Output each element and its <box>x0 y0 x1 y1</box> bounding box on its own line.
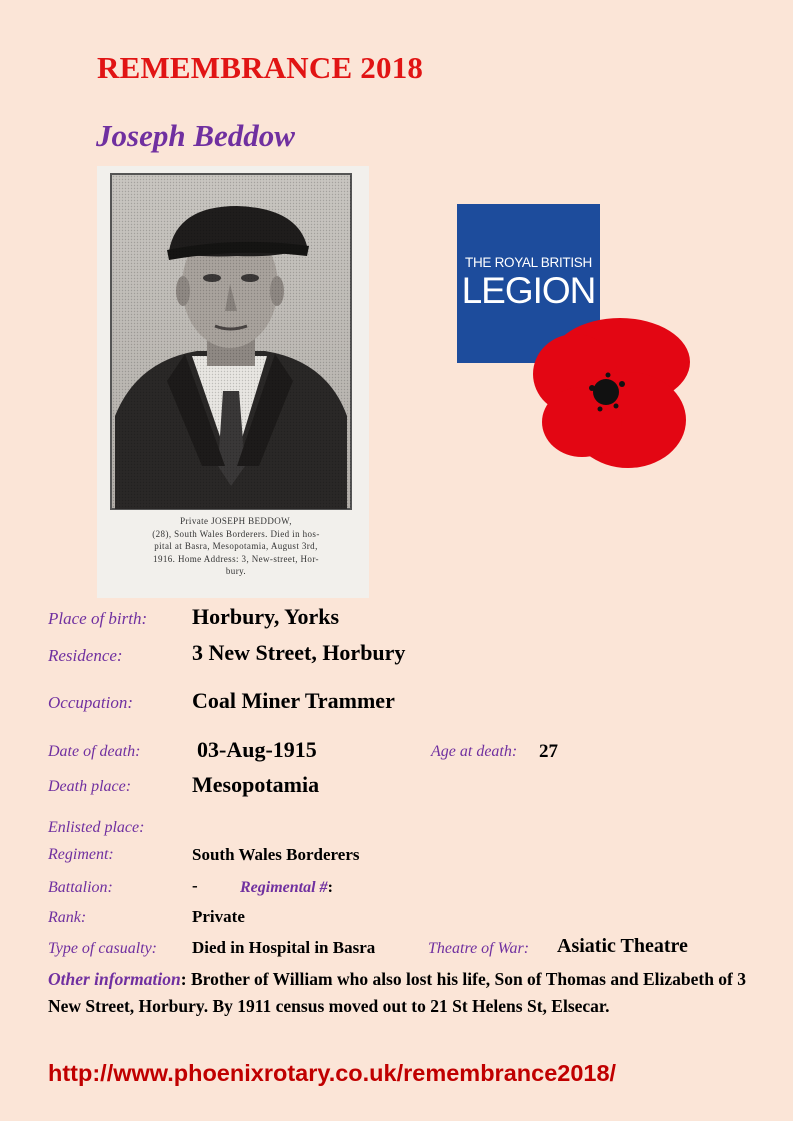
caption-line: 1916. Home Address: 3, New-street, Hor- <box>153 553 319 564</box>
caption-line: (28), South Wales Borderers. Died in hos- <box>152 528 320 539</box>
death-place-label: Death place: <box>48 778 132 795</box>
other-information <box>48 966 748 1020</box>
regimental-number-label: Regimental # <box>240 879 328 896</box>
caption-line: Private JOSEPH BEDDOW, <box>180 516 292 526</box>
theatre-of-war-label: Theatre of War: <box>428 940 530 957</box>
other-information-value: : Brother of William who also lost his life, Son of Thomas and Elizabeth of 3 New Street, Horbury. By 1911 census moved out to 21 St Helens St, Elsecar. <box>48 969 747 1016</box>
caption-line: bury. <box>225 566 247 576</box>
logo-line2: LEGION <box>461 270 596 311</box>
residence-label: Residence: <box>48 646 123 665</box>
regimental-number <box>240 879 333 897</box>
rank-value: Private <box>192 907 245 926</box>
battalion-value: - <box>192 876 198 895</box>
date-of-death-value: 03-Aug-1915 <box>197 737 317 762</box>
casualty-type-value: Died in Hospital in Basra <box>192 938 376 957</box>
other-information-label: Other information <box>48 969 181 989</box>
death-place-value: Mesopotamia <box>192 772 320 797</box>
photo-caption <box>117 515 355 578</box>
regimental-number-colon: : <box>327 879 333 896</box>
age-at-death-label: Age at death: <box>431 743 518 760</box>
page-title: REMEMBRANCE 2018 <box>97 50 424 85</box>
regiment-value: South Wales Borderers <box>192 845 360 864</box>
enlisted-place-label: Enlisted place: <box>48 819 145 836</box>
caption-line: pital at Basra, Mesopotamia, August 3rd, <box>154 541 318 551</box>
occupation-value: Coal Miner Trammer <box>192 688 395 713</box>
age-at-death-value: 27 <box>539 741 558 762</box>
regiment-label: Regiment: <box>48 846 114 863</box>
battalion-label: Battalion: <box>48 879 113 896</box>
website-link[interactable]: http://www.phoenixrotary.co.uk/remembrance2018/ <box>48 1060 617 1086</box>
soldier-name: Joseph Beddow <box>96 118 295 153</box>
newspaper-photo <box>97 166 369 598</box>
rank-label: Rank: <box>48 909 87 926</box>
birth-label: Place of birth: <box>48 609 148 628</box>
theatre-of-war-value: Asiatic Theatre <box>557 935 688 957</box>
logo-line1: THE ROYAL BRITISH <box>465 255 592 270</box>
birth-value: Horbury, Yorks <box>192 604 340 629</box>
occupation-label: Occupation: <box>48 693 133 712</box>
date-of-death-label: Date of death: <box>48 743 141 760</box>
poppy-icon <box>530 312 695 472</box>
residence-value: 3 New Street, Horbury <box>192 640 406 665</box>
casualty-type-label: Type of casualty: <box>48 940 158 957</box>
